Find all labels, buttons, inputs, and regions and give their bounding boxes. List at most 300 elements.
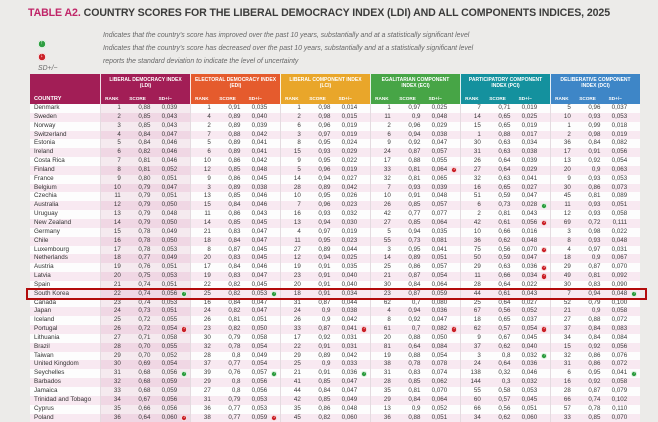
trend-cell [178, 299, 190, 308]
rank-cell: 19 [203, 272, 211, 280]
rank-cell: 5 [297, 165, 301, 173]
index-section [460, 157, 550, 166]
sd-cell: 0,042 [341, 316, 358, 324]
trend-cell [268, 166, 280, 175]
table-row [30, 352, 640, 361]
trend-cell [268, 139, 280, 148]
table-row [30, 139, 640, 148]
index-section [100, 369, 190, 378]
score-cell: 0,79 [138, 218, 151, 226]
score-cell: 0,85 [318, 378, 331, 386]
rank-cell: 35 [383, 387, 391, 394]
score-cell: 0,85 [408, 218, 421, 226]
trend-cell [448, 175, 460, 184]
rank-cell: 1 [117, 104, 121, 111]
country-name: Trinidad and Tobago [34, 395, 92, 403]
sd-cell: 0,082 [611, 139, 628, 147]
trend-cell [448, 113, 460, 122]
trend-cell [268, 290, 280, 299]
index-section [370, 104, 460, 113]
sub-header-row [551, 96, 640, 104]
index-section [100, 290, 190, 299]
rank-cell: 1 [387, 104, 391, 111]
sd-cell: 0,053 [161, 272, 178, 280]
trend-cell [268, 148, 280, 157]
index-section [100, 378, 190, 387]
index-section [550, 281, 640, 290]
index-section [550, 272, 640, 281]
rank-cell: 21 [203, 227, 211, 235]
score-cell: 0,94 [408, 130, 421, 138]
sd-cell: 0,055 [161, 316, 178, 324]
country-column-header [30, 74, 100, 104]
trend-cell [628, 272, 640, 281]
sub-header-row [461, 96, 550, 104]
score-cell: 0,63 [498, 174, 511, 182]
rank-cell: 21 [293, 369, 301, 377]
trend-cell [538, 192, 550, 201]
sd-cell: 0,045 [251, 218, 268, 226]
rank-cell: 4 [207, 112, 211, 120]
rank-cell: 26 [203, 316, 211, 324]
rank-cell: 21 [113, 280, 121, 288]
trend-cell [178, 184, 190, 193]
rank-cell: 17 [293, 333, 301, 341]
country-name: Japan [34, 307, 52, 315]
index-section [550, 290, 640, 299]
score-cell: 0,91 [318, 342, 331, 350]
sd-cell: 0,026 [341, 192, 358, 200]
index-section [280, 237, 370, 246]
country-name: Uruguay [34, 210, 58, 218]
score-cell: 0,91 [318, 280, 331, 288]
sd-cell: 0,031 [611, 245, 628, 253]
index-section [280, 343, 370, 352]
score-cell: 0,88 [588, 316, 601, 324]
score-cell: 0,83 [228, 227, 241, 235]
index-section [370, 360, 460, 369]
rank-cell: 8 [567, 236, 571, 244]
down-arrow-icon: ↓ [182, 326, 186, 332]
trend-cell [538, 378, 550, 387]
score-cell: 0,32 [498, 369, 511, 377]
index-section [190, 148, 280, 157]
rank-cell: 39 [203, 369, 211, 377]
sd-cell: 0,042 [251, 130, 268, 138]
index-section [550, 343, 640, 352]
index-section [460, 334, 550, 343]
score-cell: 0,8 [231, 387, 241, 394]
trend-cell [628, 192, 640, 201]
trend-cell [178, 334, 190, 343]
index-section [100, 219, 190, 228]
sd-cell: 0,080 [431, 298, 448, 306]
score-cell: 0,77 [138, 254, 151, 262]
rank-cell: 12 [563, 210, 571, 218]
trend-cell [448, 104, 460, 113]
rank-cell: 23 [203, 325, 211, 333]
rank-cell: 9 [567, 174, 571, 182]
country-name: Australia [34, 201, 59, 209]
rank-cell: 42 [473, 218, 481, 226]
rank-cell: 34 [563, 333, 571, 341]
trend-cell [358, 228, 370, 237]
trend-cell [538, 210, 550, 219]
column-group-header [550, 74, 640, 104]
trend-cell [358, 405, 370, 414]
country-name: Lithuania [34, 333, 60, 341]
rank-cell: 28 [383, 378, 391, 386]
rank-cell: 67 [473, 307, 481, 315]
table-row [30, 104, 640, 113]
trend-cell [268, 175, 280, 184]
index-section [460, 122, 550, 131]
sd-cell: 0,015 [341, 112, 358, 120]
index-section [370, 210, 460, 219]
country-name: Costa Rica [34, 157, 65, 165]
index-section [190, 281, 280, 290]
table-row [30, 219, 640, 228]
sd-cell: 0,052 [521, 307, 538, 315]
index-section [550, 246, 640, 255]
index-section [190, 246, 280, 255]
score-cell: 0,88 [498, 130, 511, 138]
column-group-label: LIBERAL DEMOCRACY INDEX (LDI) [109, 77, 182, 90]
rank-cell: 11 [384, 112, 391, 120]
sd-cell: 0,047 [431, 316, 448, 324]
index-section [280, 175, 370, 184]
trend-cell [628, 246, 640, 255]
rank-cell: 3 [117, 121, 121, 129]
index-section [550, 131, 640, 140]
score-cell: 0,64 [498, 280, 511, 288]
trend-cell [628, 316, 640, 325]
trend-cell [538, 290, 550, 299]
up-arrow-icon: ↑ [632, 370, 636, 376]
rank-cell: 6 [297, 121, 301, 129]
trend-cell [358, 184, 370, 193]
sd-cell: 0,046 [251, 192, 268, 200]
trend-cell [538, 113, 550, 122]
trend-cell [538, 246, 550, 255]
sd-cell: 0,038 [431, 130, 448, 138]
trend-cell [268, 352, 280, 361]
index-section [280, 387, 370, 396]
index-section [370, 237, 460, 246]
trend-cell [178, 139, 190, 148]
score-cell: 0,9 [591, 307, 601, 315]
score-cell: 0,95 [318, 157, 331, 165]
score-cell: 0,81 [408, 165, 421, 173]
trend-cell [538, 184, 550, 193]
score-cell: 0,91 [588, 148, 601, 156]
score-cell: 0,77 [408, 210, 421, 218]
sd-cell: 0,064 [431, 395, 448, 403]
trend-cell [628, 352, 640, 361]
table-row [30, 378, 640, 387]
table-row [30, 299, 640, 308]
rank-cell: 11 [564, 201, 571, 209]
index-section [280, 414, 370, 422]
score-cell: 0,84 [588, 325, 601, 333]
index-section [460, 254, 550, 263]
trend-cell [358, 148, 370, 157]
rank-cell: 8 [207, 245, 211, 253]
score-cell: 0,76 [228, 369, 241, 377]
rank-cell: 16 [203, 298, 211, 306]
index-section [370, 343, 460, 352]
table-row [30, 281, 640, 290]
trend-cell [628, 343, 640, 352]
sd-cell: 0,027 [341, 174, 358, 182]
rank-cell: 13 [293, 218, 301, 226]
score-cell: 0,97 [408, 104, 421, 111]
column-group-label: DELIBERATIVE COMPONENT INDEX (DCI) [560, 77, 631, 90]
trend-cell [628, 122, 640, 131]
index-section [370, 192, 460, 201]
score-cell: 0,9 [411, 112, 421, 120]
rank-cell: 25 [113, 316, 121, 324]
trend-cell [178, 157, 190, 166]
rank-cell: 26 [383, 201, 391, 209]
sd-cell: 0,035 [251, 104, 268, 111]
sd-cell: 0,039 [251, 121, 268, 129]
up-arrow-icon: ↑ [542, 202, 546, 208]
rank-cell: 49 [563, 272, 571, 280]
sd-cell: 0,029 [521, 165, 538, 173]
score-cell: 0,64 [408, 342, 421, 350]
sd-cell: 0,050 [251, 325, 268, 333]
index-section [460, 148, 550, 157]
sd-cell: 0,074 [431, 369, 448, 377]
up-arrow-icon: ↑ [632, 291, 636, 297]
trend-cell [268, 122, 280, 131]
rank-cell: 18 [203, 236, 211, 244]
index-section [550, 360, 640, 369]
score-cell: 0,85 [228, 218, 241, 226]
rank-cell: 18 [293, 289, 301, 297]
index-section [460, 299, 550, 308]
score-cell: 0,77 [228, 413, 241, 421]
index-section [550, 237, 640, 246]
index-section [550, 334, 640, 343]
sub-header-rank: RANK [465, 96, 479, 101]
index-section [550, 166, 640, 175]
score-cell: 0,93 [318, 210, 331, 218]
score-cell: 0,73 [408, 236, 421, 244]
trend-cell [358, 290, 370, 299]
index-section [280, 405, 370, 414]
country-name: Portugal [34, 325, 58, 333]
sd-cell: 0,019 [341, 130, 358, 138]
rank-cell: 27 [383, 218, 391, 226]
rank-cell: 16 [563, 378, 571, 386]
sub-header-sd: SD+/− [338, 96, 352, 101]
sd-cell: 0,056 [251, 378, 268, 386]
sd-cell: 0,047 [161, 183, 178, 191]
sd-cell: 0,084 [431, 342, 448, 350]
rank-cell: 6 [207, 148, 211, 156]
score-cell: 0,95 [318, 192, 331, 200]
index-section [280, 104, 370, 113]
sd-cell: 0,058 [161, 333, 178, 341]
down-arrow-icon: ↓ [542, 326, 546, 332]
sd-cell: 0,042 [251, 157, 268, 165]
trend-cell [448, 396, 460, 405]
rank-cell: 25 [293, 360, 301, 368]
trend-cell [268, 299, 280, 308]
trend-cell [628, 299, 640, 308]
rank-cell: 19 [383, 351, 391, 359]
trend-cell [268, 343, 280, 352]
index-section [100, 210, 190, 219]
sd-cell: 0,024 [341, 139, 358, 147]
sd-cell: 0,032 [521, 351, 538, 359]
trend-cell [538, 139, 550, 148]
sd-cell: 0,073 [611, 183, 628, 191]
sd-cell: 0,045 [521, 395, 538, 403]
sd-cell: 0,022 [521, 280, 538, 288]
sd-cell: 0,023 [341, 201, 358, 209]
rank-cell: 14 [113, 218, 121, 226]
rank-cell: 29 [563, 263, 571, 271]
rank-cell: 25 [203, 289, 211, 297]
index-section [100, 272, 190, 281]
sub-header-sd: SD+/− [158, 96, 172, 101]
index-section [100, 184, 190, 193]
score-cell: 0,64 [498, 298, 511, 306]
index-section [550, 369, 640, 378]
sd-abbreviation: SD+/− [38, 65, 58, 72]
trend-cell [448, 254, 460, 263]
sd-cell: 0,054 [251, 360, 268, 368]
rank-cell: 30 [113, 360, 121, 368]
sd-cell: 0,070 [611, 413, 628, 421]
sd-cell: 0,045 [251, 280, 268, 288]
trend-cell [628, 290, 640, 299]
sd-cell: 0,044 [341, 245, 358, 253]
index-section [550, 210, 640, 219]
score-cell: 0,98 [588, 130, 601, 138]
score-cell: 0,81 [588, 192, 601, 200]
index-section [460, 246, 550, 255]
sd-cell: 0,043 [161, 112, 178, 120]
sd-cell: 0,048 [251, 165, 268, 173]
trend-cell [538, 360, 550, 369]
index-section [370, 378, 460, 387]
sd-cell: 0,111 [612, 218, 628, 226]
index-section [280, 139, 370, 148]
trend-cell [358, 219, 370, 228]
trend-cell [358, 343, 370, 352]
index-section [190, 113, 280, 122]
index-section [550, 405, 640, 414]
score-cell: 0,79 [138, 192, 151, 200]
table-row [30, 184, 640, 193]
score-cell: 0,81 [138, 165, 151, 173]
index-section [280, 263, 370, 272]
sd-cell: 0,046 [161, 148, 178, 156]
trend-cell [178, 396, 190, 405]
sd-cell: 0,018 [611, 121, 628, 129]
sub-header-score: SCORE [309, 96, 326, 101]
score-cell: 0,8 [231, 378, 241, 386]
score-cell: 0,93 [408, 183, 421, 191]
rank-cell: 69 [563, 218, 571, 226]
sd-cell: 0,041 [341, 325, 358, 333]
rank-cell: 38 [383, 360, 391, 368]
score-cell: 0,66 [138, 404, 151, 412]
sd-cell: 0,047 [341, 387, 358, 394]
rank-cell: 21 [563, 307, 571, 315]
table-row [30, 387, 640, 396]
sub-header-sd: SD+/− [428, 96, 442, 101]
index-section [190, 254, 280, 263]
trend-cell [268, 254, 280, 263]
score-cell: 0,95 [588, 369, 601, 377]
column-group-header [460, 74, 550, 104]
sd-cell: 0,036 [521, 360, 538, 368]
trend-cell [628, 263, 640, 272]
trend-cell [358, 237, 370, 246]
trend-cell [538, 254, 550, 263]
index-section [550, 192, 640, 201]
rank-cell: 10 [293, 192, 301, 200]
trend-cell [178, 148, 190, 157]
trend-cell [358, 122, 370, 131]
index-section [370, 113, 460, 122]
sub-header-score: SCORE [579, 96, 596, 101]
index-section [100, 113, 190, 122]
legend-key [38, 57, 103, 75]
rank-cell: 18 [563, 254, 571, 262]
legend-text: Indicates that the country's score has decreased over the past 10 years, substantially and at a statistically significant level [103, 45, 474, 52]
country-name: United Kingdom [34, 360, 79, 368]
sd-cell: 0,035 [341, 263, 358, 271]
index-section [550, 219, 640, 228]
trend-cell [358, 316, 370, 325]
sub-header-sd: SD+/− [248, 96, 262, 101]
rank-cell: 6 [567, 369, 571, 377]
score-cell: 0,85 [588, 413, 601, 421]
trend-cell [448, 334, 460, 343]
country-name: Sweden [34, 112, 57, 120]
rank-cell: 22 [203, 280, 211, 288]
score-cell: 0,91 [318, 369, 331, 377]
score-cell: 0,74 [138, 289, 151, 297]
trend-cell [268, 228, 280, 237]
sub-header-score: SCORE [129, 96, 146, 101]
index-section [550, 175, 640, 184]
trend-cell [178, 360, 190, 369]
rank-cell: 8 [387, 316, 391, 324]
index-section [190, 175, 280, 184]
trend-cell [178, 378, 190, 387]
sd-cell: 0,048 [431, 112, 448, 120]
sd-cell: 0,100 [611, 298, 628, 306]
index-section [190, 343, 280, 352]
rank-cell: 9 [297, 157, 301, 165]
trend-cell [178, 272, 190, 281]
index-section [370, 396, 460, 405]
trend-cell [178, 104, 190, 113]
rank-cell: 4 [297, 227, 301, 235]
sd-cell: 0,056 [161, 289, 178, 297]
score-cell: 0,83 [408, 369, 421, 377]
index-section [460, 352, 550, 361]
sd-cell: 0,051 [251, 316, 268, 324]
sd-cell: 0,053 [251, 404, 268, 412]
